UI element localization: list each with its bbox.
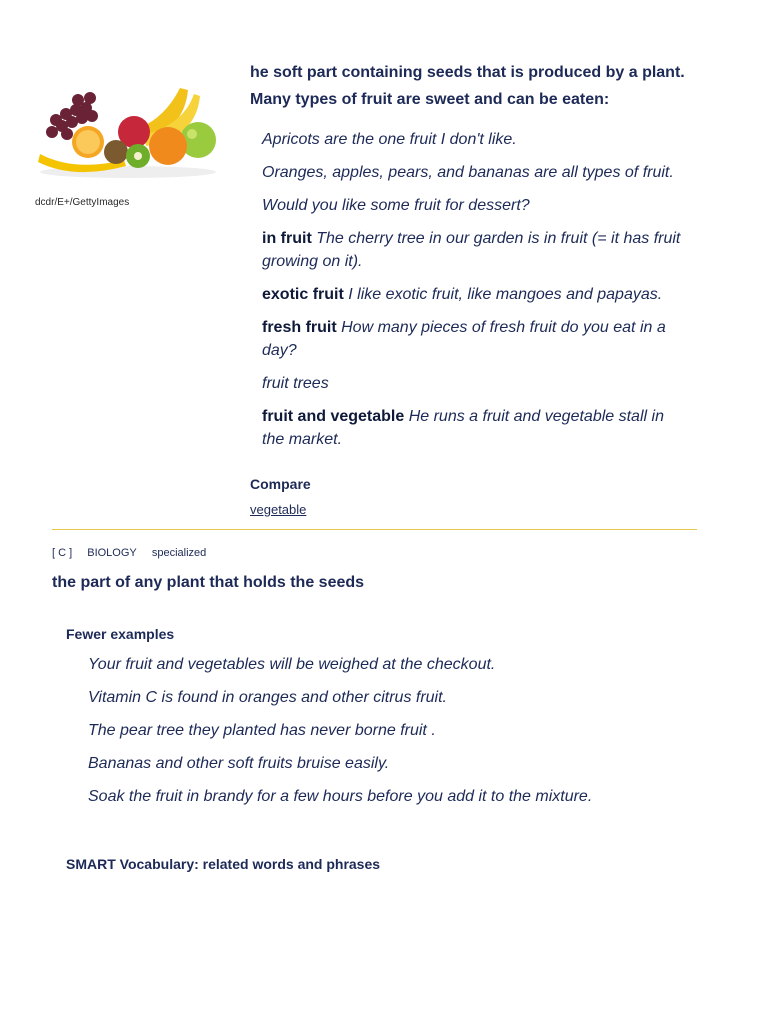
fruit-image [34,80,222,180]
sense-2-example-list [88,653,688,818]
example-item: Bananas and other soft fruits bruise easily. [88,755,390,772]
collocation: fruit and vegetable [262,408,405,425]
register-label: specialized [151,547,207,559]
collocation: in fruit [262,230,312,247]
example-item: Oranges, apples, pears, and bananas are all types of fruit. [262,164,674,181]
example-item: Apricots are the one fruit I don't like. [262,131,517,148]
example-item: Your fruit and vegetables will be weighed at the checkout. [88,656,496,673]
definition-line-1: he soft part containing seeds that is produced by a plant. [250,64,685,81]
fewer-examples-toggle[interactable]: Fewer examples [66,626,175,642]
section-divider [52,529,697,530]
grammar-code: [ C ] [52,547,73,559]
collocation: exotic fruit [262,286,344,303]
example-item: fresh fruit How many pieces of fresh fruit do you eat in a day? [262,319,666,359]
example-item: The pear tree they planted has never borne fruit . [88,722,436,739]
example-item: in fruit The cherry tree in our garden is in fruit (= it has fruit growing on it). [262,230,681,270]
definition-line-2: Many types of fruit are sweet and can be eaten: [250,91,610,108]
example-list [262,128,682,461]
definition [250,59,750,113]
example-item: fruit and vegetable He runs a fruit and vegetable stall in the market. [262,408,664,448]
example-item: exotic fruit I like exotic fruit, like mangoes and papayas. [262,286,663,303]
example-item: Soak the fruit in brandy for a few hours before you add it to the mixture. [88,788,593,805]
collocation: fresh fruit [262,319,337,336]
example-item: Vitamin C is found in oranges and other citrus fruit. [88,689,447,706]
smart-vocabulary-heading[interactable]: SMART Vocabulary: related words and phrases [66,856,381,872]
compare-label: Compare [250,476,311,492]
sense-2-definition: the part of any plant that holds the seeds [52,574,365,591]
compare-link-vegetable[interactable]: vegetable [250,502,307,517]
example-item: fruit trees [262,375,329,392]
image-credit: dcdr/E+/GettyImages [35,197,130,208]
grammar-info [52,547,218,559]
domain-label: BIOLOGY [87,547,137,559]
example-item: Would you like some fruit for dessert? [262,197,530,214]
